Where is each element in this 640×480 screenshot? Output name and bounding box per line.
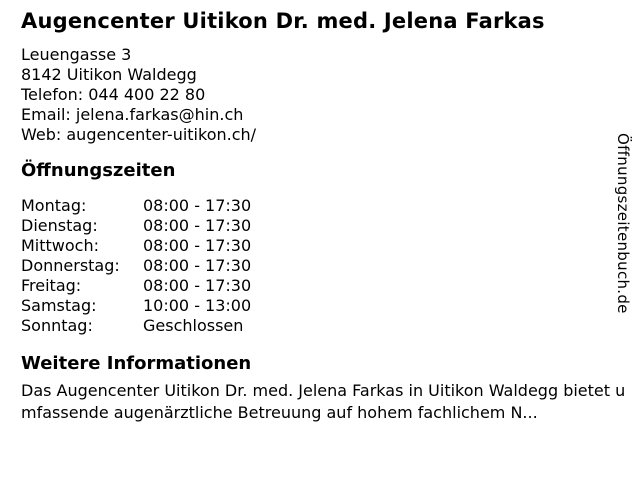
contact-email-line [21, 105, 640, 125]
address-city: 8142 Uitikon Waldegg [21, 65, 197, 84]
address-street: Leuengasse 3 [21, 45, 132, 64]
time-value: 08:00 - 17:30 [143, 236, 252, 255]
phone-value: 044 400 22 80 [88, 85, 206, 104]
opening-hours-heading: Öffnungszeiten [21, 160, 176, 181]
day-label: Donnerstag: [21, 256, 120, 275]
time-value: 08:00 - 17:30 [143, 196, 252, 215]
contact-web-line [21, 125, 640, 145]
more-info-heading: Weitere Informationen [21, 353, 252, 374]
email-value: jelena.farkas@hin.ch [75, 105, 244, 124]
day-label: Montag: [21, 196, 87, 215]
time-value: 08:00 - 17:30 [143, 216, 252, 235]
day-label: Samstag: [21, 296, 97, 315]
more-info-text: Das Augencenter Uitikon Dr. med. Jelena Farkas in Uitikon Waldegg bietet umfassende augenärztliche Betreuung auf hohem fachlichem N... [21, 381, 626, 422]
time-value: 10:00 - 13:00 [143, 296, 252, 315]
web-value: augencenter-uitikon.ch/ [66, 125, 257, 144]
day-label: Sonntag: [21, 316, 93, 335]
watermark-link[interactable]: Öffnungszeitenbuch.de [614, 133, 632, 314]
time-value: 08:00 - 17:30 [143, 256, 252, 275]
contact-phone-line [21, 85, 640, 105]
hours-row-saturday [21, 296, 640, 316]
day-label: Mittwoch: [21, 236, 99, 255]
hours-row-wednesday [21, 236, 640, 256]
page-title: Augencenter Uitikon Dr. med. Jelena Farkas [21, 9, 545, 33]
hours-row-monday [21, 196, 640, 216]
time-value: Geschlossen [143, 316, 244, 335]
hours-row-sunday [21, 316, 640, 336]
time-value: 08:00 - 17:30 [143, 276, 252, 295]
opening-hours-table [21, 196, 640, 336]
email-label: Email: [21, 105, 71, 124]
phone-label: Telefon: [21, 85, 84, 104]
web-label: Web: [21, 125, 62, 144]
hours-row-friday [21, 276, 640, 296]
day-label: Freitag: [21, 276, 82, 295]
day-label: Dienstag: [21, 216, 98, 235]
hours-row-thursday [21, 256, 640, 276]
hours-row-tuesday [21, 216, 640, 236]
contact-info [21, 45, 640, 145]
